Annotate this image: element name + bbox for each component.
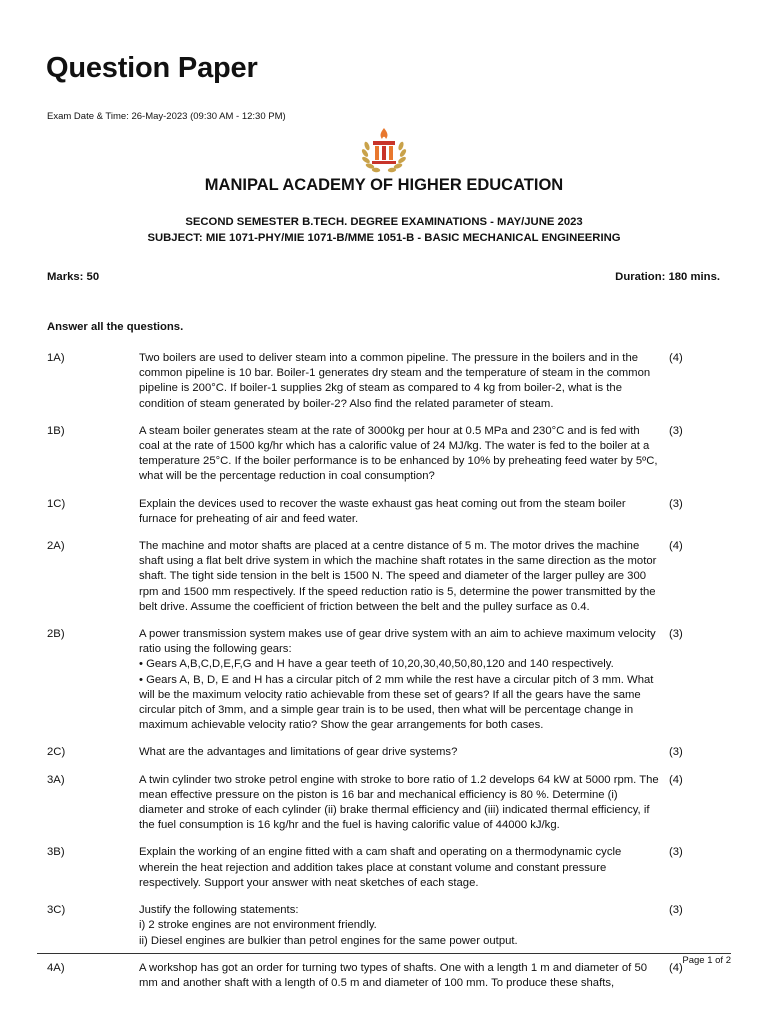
question-text: A workshop has got an order for turning two types of shafts. One with a length 1 m and diameter of 50 mm and another shaft with a length of 0.5 m and diameter of 100 mm. To produce these shafts, (139, 961, 648, 989)
question-text: Explain the devices used to recover the waste exhaust gas heat coming out from the steam boiler furnace for preheating of air and feed water. (139, 497, 626, 525)
question-item (47, 773, 727, 834)
question-item (47, 903, 727, 949)
instruction: Answer all the questions. (47, 321, 184, 333)
question-text: A power transmission system makes use of gear drive system with an aim to achieve maximum velocity ratio using the following gears: • Gears A,B,C,D,E,F,G and H have a gear teeth of 10,20,30,40,50,80,120 and 140 respectively. • Gears A, B, D, E and H has a circular pitch of 2 mm while the rest have a circular pitch of 3 mm. What will be the maximum velocity ratio achievable from these set of gears? If all the gears have the same circular pitch of 3mm, and a simple gear train is to be used, then what will be percentage change in maximum achievable velocity ratio? Show the gear arrangements for both cases. (139, 628, 656, 732)
question-number: 2C) (47, 746, 66, 759)
question-number: 2B) (47, 628, 65, 641)
page-title: Question Paper (46, 52, 258, 84)
question-number: 3C) (47, 904, 66, 917)
question-item (47, 627, 727, 733)
question-item (47, 351, 727, 412)
question-number: 4A) (47, 961, 65, 974)
question-item (47, 745, 727, 760)
question-number: 1C) (47, 497, 66, 510)
question-marks: (4) (669, 352, 683, 364)
question-item (47, 424, 727, 485)
question-text: A twin cylinder two stroke petrol engine with stroke to bore ratio of 1.2 develops 64 kW at 5000 rpm. The mean effective pressure on the piston is 16 bar and mechanical efficiency is 80 %. Determine (i) diameter and stroke of each cylinder (ii) brake thermal efficiency and (iii) indicated thermal efficiency, if the fuel consumption is 16 kg/hr and the fuel is having calorific value of 44000 kJ/kg. (139, 773, 659, 832)
total-marks: Marks: 50 (47, 271, 100, 283)
question-number: 1A) (47, 352, 65, 364)
question-marks: (4) (669, 773, 683, 786)
question-marks: (3) (669, 628, 683, 641)
question-number: 3B) (47, 846, 65, 859)
question-list (47, 351, 727, 1003)
question-marks: (3) (669, 424, 683, 437)
institution-name: MANIPAL ACADEMY OF HIGHER EDUCATION (204, 176, 564, 194)
subject-line: SUBJECT: MIE 1071-PHY/MIE 1071-B/MME 1051-B - BASIC MECHANICAL ENGINEERING (147, 232, 621, 244)
question-item (47, 497, 727, 527)
question-item (47, 539, 727, 615)
exam-datetime: Exam Date & Time: 26-May-2023 (09:30 AM - 12:30 PM) (47, 111, 286, 122)
institution-logo (358, 126, 410, 174)
exam-duration: Duration: 180 mins. (615, 271, 720, 283)
question-text: Explain the working of an engine fitted with a cam shaft and operating on a thermodynamic cycle wherein the heat rejection and addition takes place at constant volume and constant pressure respectively. Support your answer with neat sketches of each stage. (139, 846, 622, 889)
footer-divider (37, 953, 731, 954)
question-marks: (4) (669, 540, 683, 553)
question-text: The machine and motor shafts are placed at a centre distance of 5 m. The motor drives the machine shaft using a flat belt drive system in which the machine shaft rotates in the same direction as the motor shaft. The tight side tension in the belt is 1500 N. The speed and diameter of the larger pulley are 300 rpm and 1500 mm respectively. If the speed reduction ratio is 5, determine the power transmitted by the belt drive. Assume the coefficient of friction between the belt and the pulley surface as 0.4. (139, 540, 657, 613)
question-number: 2A) (47, 540, 65, 553)
page-number: Page 1 of 2 (682, 955, 731, 966)
question-item (47, 845, 727, 891)
question-item (47, 961, 727, 991)
question-marks: (3) (669, 497, 683, 510)
question-text: What are the advantages and limitations of gear drive systems? (139, 746, 458, 759)
question-number: 1B) (47, 424, 65, 437)
question-marks: (4) (669, 961, 683, 974)
question-text: Justify the following statements: i) 2 stroke engines are not environment friendly. ii) Diesel engines are bulkier than petrol engines for the same power output. (139, 904, 518, 947)
question-text: Two boilers are used to deliver steam into a common pipeline. The pressure in the boilers and in the common pipeline is 10 bar. Boiler-1 generates dry steam and the temperature of steam in the common pipeline is 200°C. If boiler-1 supplies 2kg of steam as compared to 4 kg from boiler-2, what is the condition of steam generated by boiler-2? Also find the related parameter of steam. (139, 352, 651, 410)
question-number: 3A) (47, 773, 65, 786)
question-marks: (3) (669, 746, 683, 759)
question-text: A steam boiler generates steam at the rate of 3000kg per hour at 0.5 MPa and 230°C and is fed with coal at the rate of 1500 kg/hr which has a calorific value of 24 MJ/kg. The water is fed to the boiler at a temperature 25°C. If the boiler performance is to be enhanced by 10% by preheating feed water by 5ºC, what will be the percentage reduction in coal consumption? (139, 424, 658, 483)
exam-title: SECOND SEMESTER B.TECH. DEGREE EXAMINATIONS - MAY/JUNE 2023 (185, 216, 583, 228)
question-marks: (3) (669, 846, 683, 859)
question-marks: (3) (669, 904, 683, 917)
